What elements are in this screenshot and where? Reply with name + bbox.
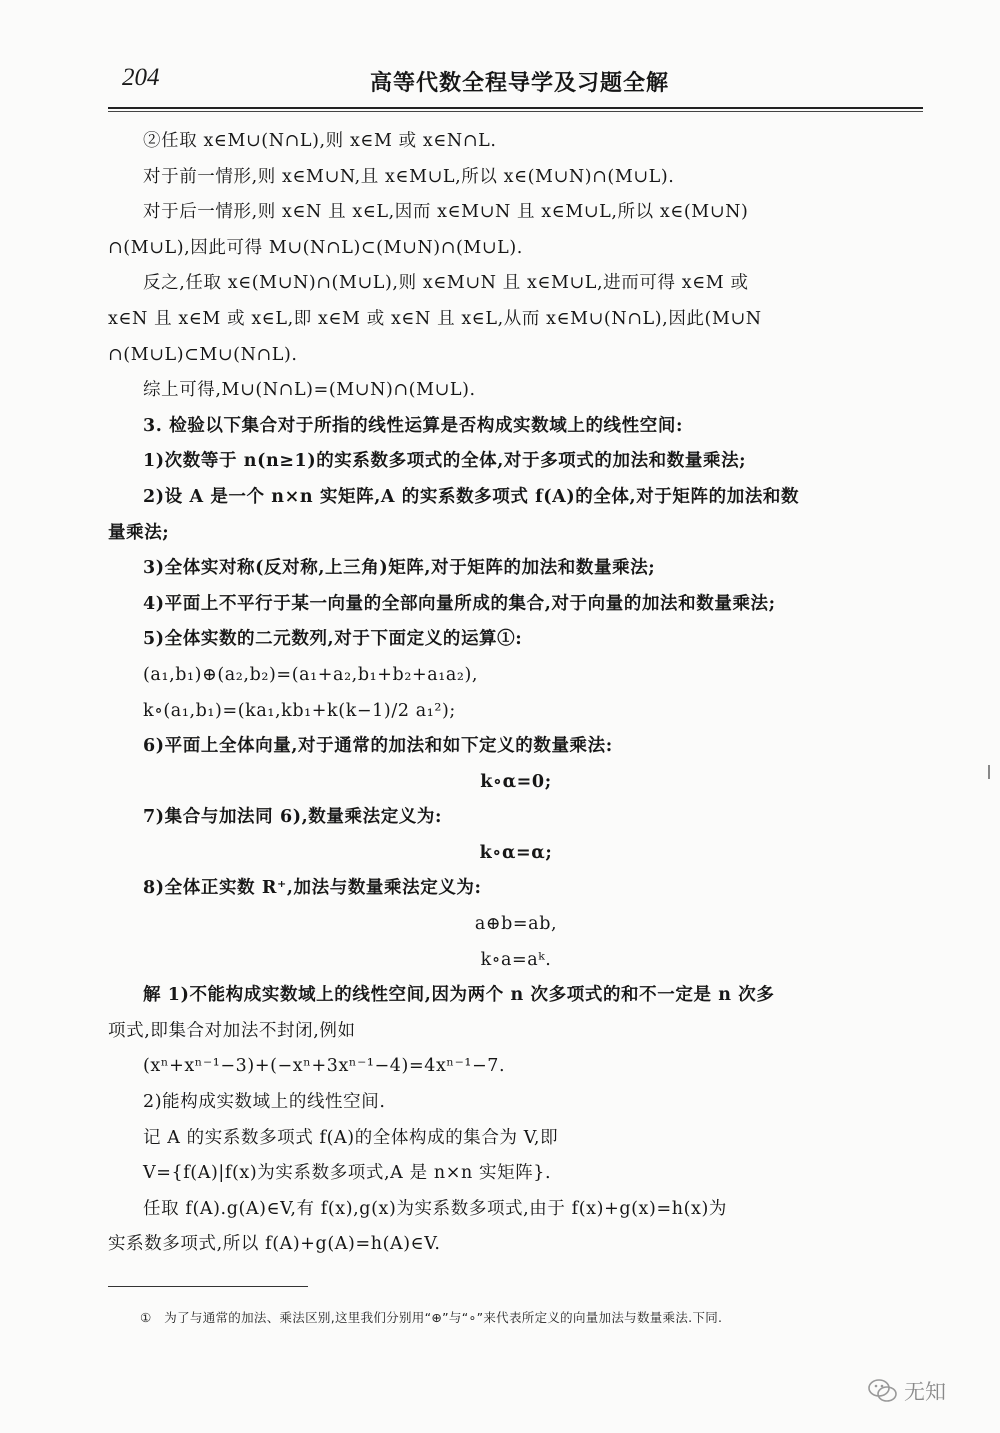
header-rule <box>108 107 923 109</box>
text-line: (xⁿ+xⁿ⁻¹−3)+(−xⁿ+3xⁿ⁻¹−4)=4xⁿ⁻¹−7. <box>143 1056 506 1077</box>
watermark <box>868 1376 946 1406</box>
text-line: 实系数多项式,所以 f(A)+g(A)=h(A)∈V. <box>108 1234 441 1255</box>
text-line: 综上可得,M∪(N∩L)=(M∪N)∩(M∪L). <box>143 380 476 401</box>
text-line: 6)平面上全体向量,对于通常的加法和如下定义的数量乘法: <box>143 736 613 757</box>
book-title: 高等代数全程导学及习题全解 <box>370 71 670 96</box>
text-line: ②任取 x∈M∪(N∩L),则 x∈M 或 x∈N∩L. <box>143 131 497 151</box>
text-line: a⊕b=ab, <box>474 914 558 935</box>
text-line: 记 A 的实系数多项式 f(A)的全体构成的集合为 V,即 <box>143 1127 559 1148</box>
text-line: k∘α=α; <box>479 842 553 863</box>
text-line: 7)集合与加法同 6),数量乘法定义为: <box>143 807 443 828</box>
page-number: 204 <box>122 64 160 91</box>
text-line: 项式,即集合对加法不封闭,例如 <box>108 1020 356 1041</box>
text-line: 对于后一情形,则 x∈N 且 x∈L,因而 x∈M∪N 且 x∈M∪L,所以 x∈(M∪N) <box>143 202 749 223</box>
text-line: 8)全体正实数 R⁺,加法与数量乘法定义为: <box>143 878 482 899</box>
text-line: V={f(A)|f(x)为实系数多项式,A 是 n×n 实矩阵}. <box>143 1163 552 1184</box>
text-line: 1)次数等于 n(n≥1)的实系数多项式的全体,对于多项式的加法和数量乘法; <box>143 451 747 472</box>
text-line: 3)全体实对称(反对称,上三角)矩阵,对于矩阵的加法和数量乘法; <box>143 558 656 579</box>
text-line: 2)能构成实数域上的线性空间. <box>143 1092 386 1113</box>
scan-speck <box>988 765 990 779</box>
text-line: 3. 检验以下集合对于所指的线性运算是否构成实数域上的线性空间: <box>143 415 684 436</box>
footnote-rule <box>108 1286 308 1287</box>
text-line: 解 1)不能构成实数域上的线性空间,因为两个 n 次多项式的和不一定是 n 次多 <box>143 985 775 1006</box>
text-line: 4)平面上不平行于某一向量的全部向量所成的集合,对于向量的加法和数量乘法; <box>143 593 776 614</box>
text-line: x∈N 且 x∈M 或 x∈L,即 x∈M 或 x∈N 且 x∈L,从而 x∈M∪(N∩L),因此(M∪N <box>108 308 762 329</box>
page-header <box>108 62 920 104</box>
footnote: ① 为了与通常的加法、乘法区别,这里我们分别用“⊕”与“∘”来代表所定义的向量加法与数量乘法.下同. <box>140 1310 723 1325</box>
text-line: 任取 f(A).g(A)∈V,有 f(x),g(x)为实系数多项式,由于 f(x)+g(x)=h(x)为 <box>143 1198 728 1219</box>
text-line: 对于前一情形,则 x∈M∪N,且 x∈M∪L,所以 x∈(M∪N)∩(M∪L). <box>143 166 675 187</box>
wechat-icon <box>868 1378 898 1404</box>
text-line: k∘(a₁,b₁)=(ka₁,kb₁+k(k−1)/2 a₁²); <box>143 700 456 721</box>
text-line: k∘α=0; <box>480 771 552 792</box>
text-line: k∘a=aᵏ. <box>480 949 552 970</box>
text-line: (a₁,b₁)⊕(a₂,b₂)=(a₁+a₂,b₁+b₂+a₁a₂), <box>143 664 479 685</box>
text-line: ∩(M∪L)⊂M∪(N∩L). <box>108 344 298 365</box>
text-line: 反之,任取 x∈(M∪N)∩(M∪L),则 x∈M∪N 且 x∈M∪L,进而可得 x∈M 或 <box>143 273 749 294</box>
text-line: 2)设 A 是一个 n×n 实矩阵,A 的实系数多项式 f(A)的全体,对于矩阵的加法和数 <box>143 486 800 507</box>
text-line: 量乘法; <box>108 522 170 543</box>
text-line: ∩(M∪L),因此可得 M∪(N∩L)⊂(M∪N)∩(M∪L). <box>108 237 523 258</box>
watermark-text: 无知 <box>904 1380 946 1404</box>
header-rule-thin <box>108 111 923 112</box>
body-text <box>108 124 924 1263</box>
text-line: 5)全体实数的二元数列,对于下面定义的运算①: <box>143 629 523 650</box>
